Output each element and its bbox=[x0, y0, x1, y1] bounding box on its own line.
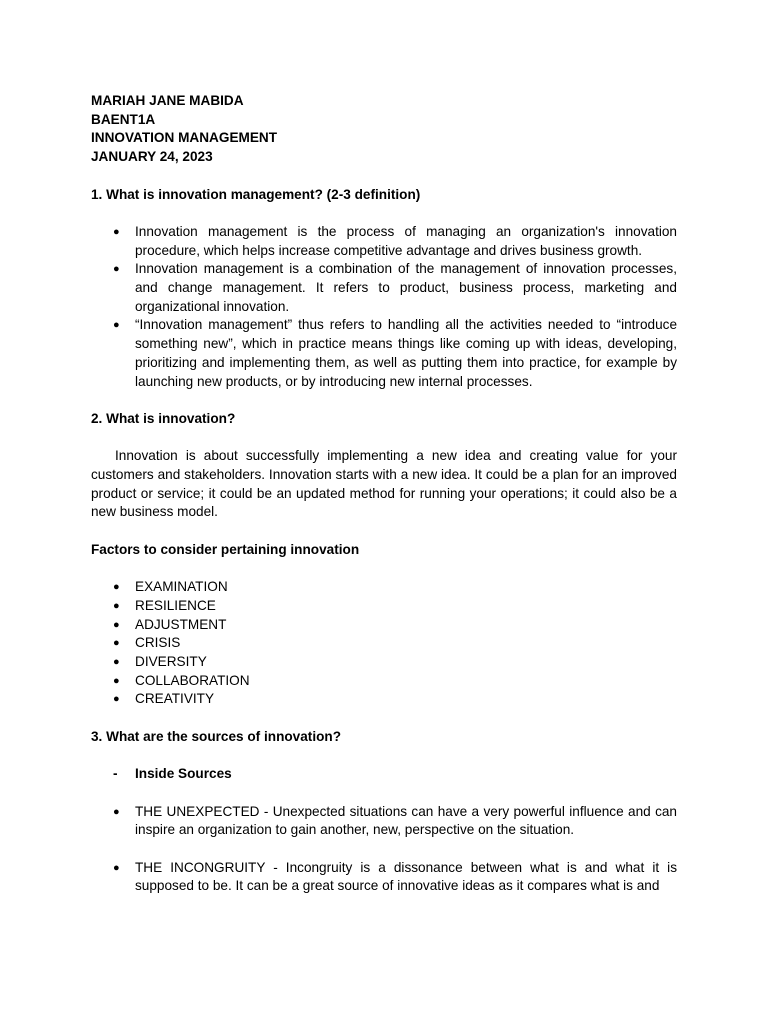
inside-sources-list bbox=[91, 803, 677, 897]
bullet-icon: ● bbox=[113, 599, 120, 612]
list-item bbox=[91, 653, 677, 672]
bullet-icon: ● bbox=[113, 805, 120, 818]
question-2-paragraph: Innovation is about successfully implementing a new idea and creating value for your customers and stakeholders. Innovation starts with a new idea. It could be a plan for an improved product or service; it could be an updated method for running your operations; it could also be a new business model. bbox=[91, 448, 677, 520]
bullet-icon: ● bbox=[113, 656, 120, 668]
bullet-icon: ● bbox=[113, 581, 120, 594]
question-3-heading: 3. What are the sources of innovation? bbox=[91, 728, 342, 744]
question-2-heading: 2. What is innovation? bbox=[91, 410, 236, 426]
document-page bbox=[91, 92, 677, 896]
list-item bbox=[91, 223, 677, 260]
subject-title: INNOVATION MANAGEMENT bbox=[91, 130, 278, 146]
list-item-text: COLLABORATION bbox=[135, 672, 250, 688]
list-item-text: THE UNEXPECTED - Unexpected situations can have a very powerful influence and can inspire an organization to gain another, new, perspective on the situation. bbox=[135, 803, 677, 838]
list-item bbox=[91, 803, 677, 840]
bullet-icon: ● bbox=[113, 637, 120, 650]
list-item-text: “Innovation management” thus refers to handling all the activities needed to “introduce something new”, which in practice means things like coming up with ideas, developing, prioritizing and implementing them, as well as putting them into practice, for example by launching new products, or by introducing new internal processes. bbox=[135, 317, 677, 389]
list-item bbox=[91, 690, 677, 709]
list-item-text: DIVERSITY bbox=[135, 654, 207, 669]
factors-list bbox=[91, 578, 677, 709]
bullet-icon: ● bbox=[113, 263, 120, 276]
list-item-text: CREATIVITY bbox=[135, 691, 215, 707]
list-item bbox=[91, 597, 677, 616]
list-item-text: CRISIS bbox=[135, 635, 181, 651]
list-item bbox=[91, 316, 677, 391]
list-item bbox=[91, 859, 677, 896]
list-item-text: Innovation management is a combination of the management of innovation processes, and change management. It refers to product, business process, marketing and organizational innovation. bbox=[135, 261, 677, 314]
inside-sources-label: Inside Sources bbox=[135, 766, 232, 782]
author-name: MARIAH JANE MABIDA bbox=[91, 93, 244, 108]
bullet-icon: ● bbox=[113, 861, 120, 874]
list-item bbox=[91, 616, 677, 635]
bullet-icon: ● bbox=[113, 319, 120, 332]
list-item bbox=[91, 672, 677, 691]
bullet-icon: ● bbox=[113, 674, 120, 687]
list-item-text: RESILIENCE bbox=[135, 597, 216, 613]
bullet-icon: ● bbox=[113, 618, 120, 631]
list-item-text: THE INCONGRUITY - Incongruity is a dissonance between what is and what it is supposed to be. It can be a great source of innovative ideas as it compares what is and bbox=[135, 859, 677, 894]
question-1-heading: 1. What is innovation management? (2-3 definition) bbox=[91, 186, 421, 202]
section-code: BAENT1A bbox=[91, 111, 156, 127]
list-item-text: EXAMINATION bbox=[135, 579, 228, 595]
question-1-list bbox=[91, 223, 677, 391]
list-item-text: ADJUSTMENT bbox=[135, 616, 227, 632]
list-item bbox=[91, 260, 677, 316]
inside-sources-heading bbox=[91, 765, 677, 784]
factors-heading: Factors to consider pertaining innovation bbox=[91, 541, 360, 557]
bullet-icon: ● bbox=[113, 693, 120, 706]
list-item-text: Innovation management is the process of managing an organization's innovation procedure, which helps increase competitive advantage and drives business growth. bbox=[135, 223, 677, 258]
list-item bbox=[91, 578, 677, 597]
dash-marker: - bbox=[113, 766, 118, 782]
bullet-icon: ● bbox=[113, 225, 120, 238]
document-date: JANUARY 24, 2023 bbox=[91, 149, 213, 165]
list-item bbox=[91, 634, 677, 653]
